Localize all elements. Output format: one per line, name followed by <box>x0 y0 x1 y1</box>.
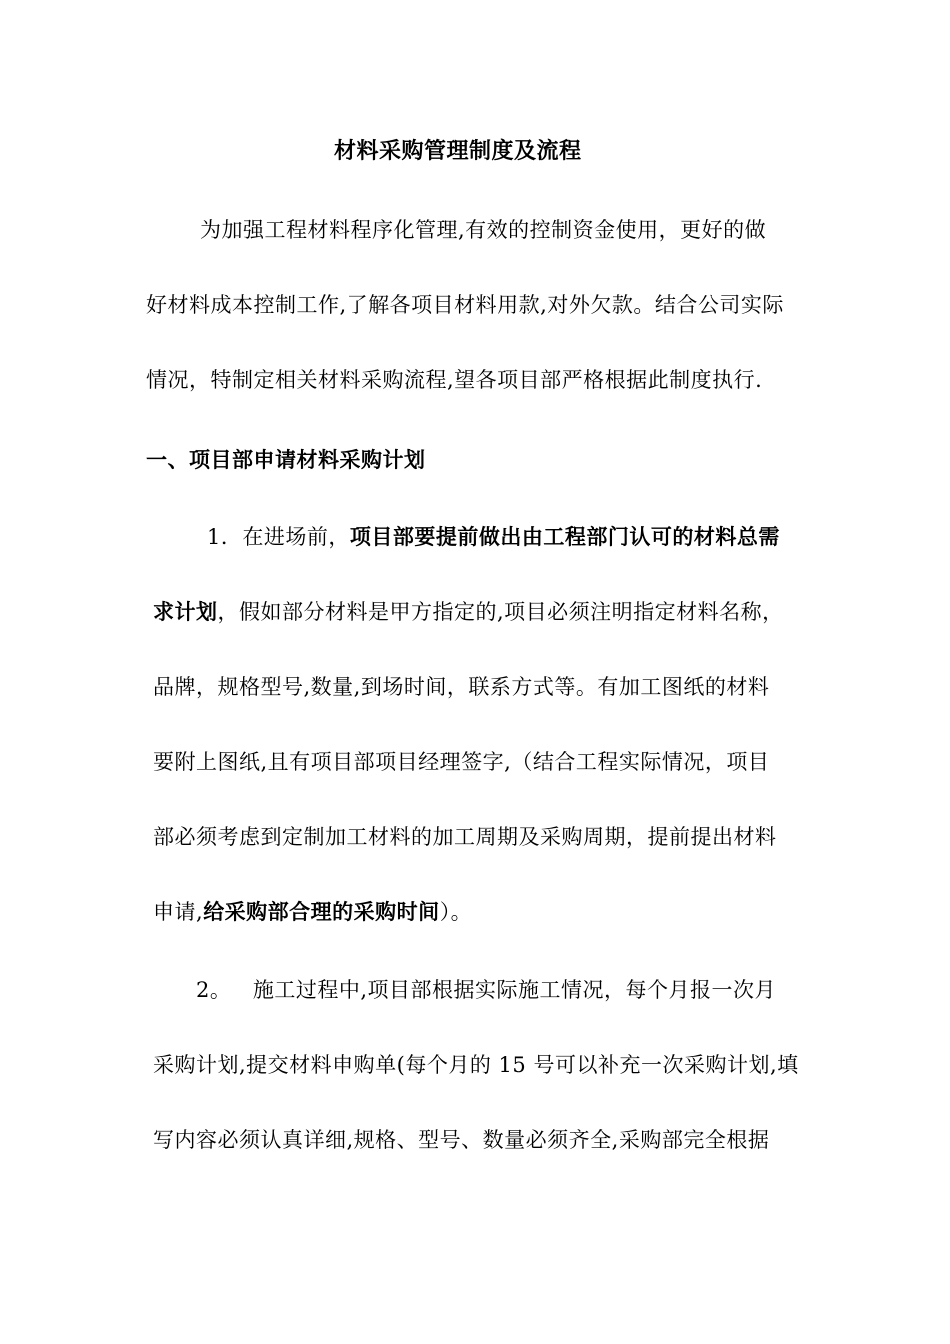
section-1-heading: 一、项目部申请材料采购计划 <box>146 448 426 472</box>
item-2-line-2: 采购计划,提交材料申购单(每个月的 15 号可以补充一次采购计划,填 <box>153 1053 799 1077</box>
intro-line-2: 好材料成本控制工作,了解各项目材料用款,对外欠款。结合公司实际 <box>146 293 784 317</box>
item-1-line-2 <box>153 598 784 626</box>
item-1-emphasis-cont: 求计划 <box>153 600 218 624</box>
item-1-line-3: 品牌，规格型号,数量,到场时间，联系方式等。有加工图纸的材料 <box>153 675 770 699</box>
intro-line-3: 情况，特制定相关材料采购流程,望各项目部严格根据此制度执行. <box>146 368 763 392</box>
item-1-line-6-prefix: 申请, <box>153 900 204 924</box>
document-title: 材料采购管理制度及流程 <box>334 139 582 164</box>
item-2-line-3: 写内容必须认真详细,规格、型号、数量必须齐全,采购部完全根据 <box>153 1128 770 1152</box>
item-1-line-6 <box>153 898 472 926</box>
item-1-line-5: 部必须考虑到定制加工材料的加工周期及采购周期，提前提出材料 <box>153 825 777 849</box>
item-1-line-1 <box>207 523 780 551</box>
item-1-emphasis: 项目部要提前做出由工程部门认可的材料总需 <box>349 525 780 549</box>
item-1-line-2-text: ，假如部分材料是甲方指定的,项目必须注明指定材料名称， <box>217 600 784 624</box>
item-1-line-6-emphasis: 给采购部合理的采购时间 <box>203 900 440 924</box>
item-1-line-4: 要附上图纸,且有项目部项目经理签字,（结合工程实际情况，项目 <box>153 750 770 774</box>
item-1-line-6-suffix: ）。 <box>439 900 473 924</box>
item-1-prefix: 1．在进场前， <box>207 525 350 549</box>
intro-line-1: 为加强工程材料程序化管理,有效的控制资金使用，更好的做 <box>200 218 767 242</box>
item-2-line-1: 2。 施工过程中,项目部根据实际施工情况，每个月报一次月 <box>196 978 777 1002</box>
